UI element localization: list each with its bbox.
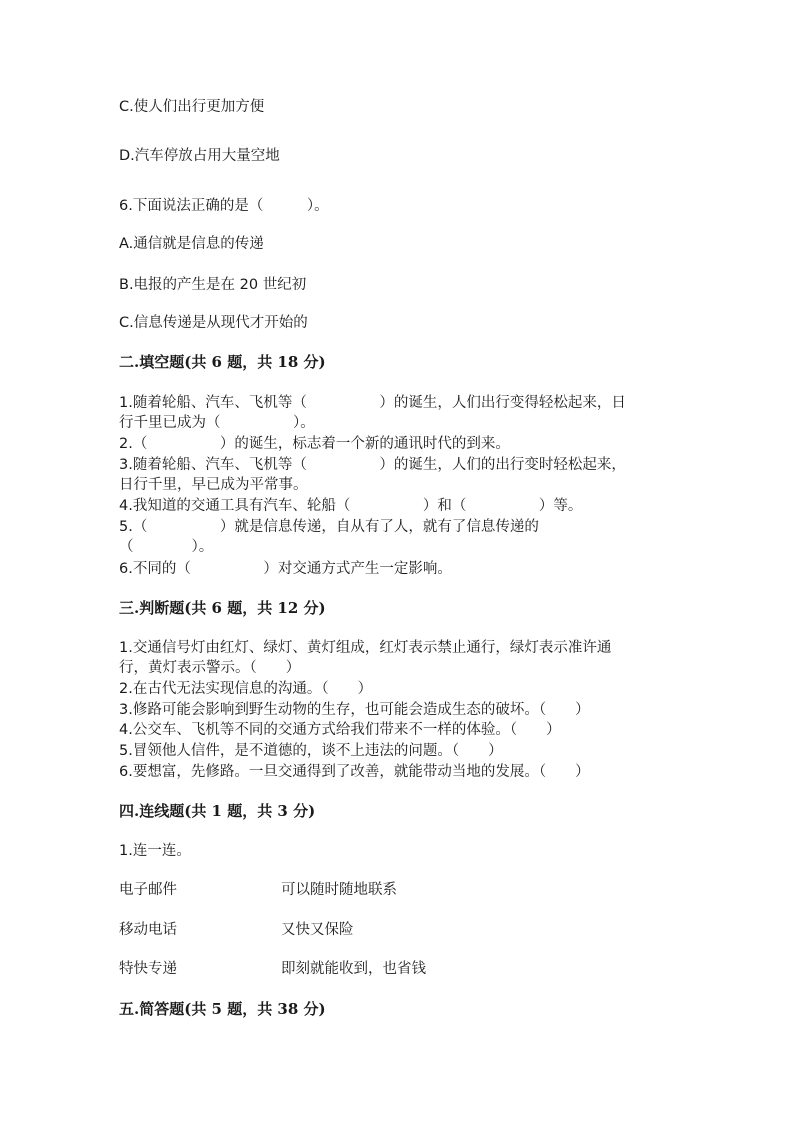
fill-q1-line1: 1.随着轮船、汽车、飞机等（ ）的诞生，人们出行变得轻松起来，日 [119,395,626,411]
tf-q1-line2: 行，黄灯表示警示。（ ） [119,660,301,676]
fill-q1-line2: 行千里已成为（ ）。 [119,415,315,431]
section-heading-fill-blank: 二.填空题(共 6 题，共 18 分) [119,353,326,371]
matching-left-item: 移动电话 [119,922,177,938]
fill-q3-line1: 3.随着轮船、汽车、飞机等（ ）的诞生，人们的出行变时轻松起来， [119,457,626,473]
fill-q5-line2: （ ）。 [119,539,214,555]
q6-stem: 6.下面说法正确的是（ ）。 [119,198,329,214]
tf-q3: 3.修路可能会影响到野生动物的生存，也可能会造成生态的破坏。（ ） [119,702,590,718]
matching-left-item: 特快专递 [119,961,177,977]
fill-q2: 2.（ ）的诞生，标志着一个新的通讯时代的到来。 [119,436,510,452]
q6-option-a: A.通信就是信息的传递 [119,236,264,252]
matching-q1-stem: 1.连一连。 [119,843,191,859]
tf-q2: 2.在古代无法实现信息的沟通。（ ） [119,681,373,697]
fill-q6: 6.不同的（ ）对交通方式产生一定影响。 [119,561,452,577]
q5-option-c: C.使人们出行更加方便 [119,99,265,115]
matching-right-item: 即刻就能收到，也省钱 [281,961,426,977]
section-heading-short-answer: 五.简答题(共 5 题，共 38 分) [119,1000,326,1018]
fill-q3-line2: 日行千里，早已成为平常事。 [119,477,308,493]
q5-option-d: D.汽车停放占用大量空地 [119,148,280,164]
matching-right-item: 可以随时随地联系 [281,882,397,898]
tf-q6: 6.要想富，先修路。一旦交通得到了改善，就能带动当地的发展。（ ） [119,764,590,780]
fill-q4: 4.我知道的交通工具有汽车、轮船（ ）和（ ）等。 [119,498,583,514]
tf-q1-line1: 1.交通信号灯由红灯、绿灯、黄灯组成，红灯表示禁止通行，绿灯表示准许通 [119,640,612,656]
q6-option-c: C.信息传递是从现代才开始的 [119,315,308,331]
matching-right-item: 又快又保险 [281,922,354,938]
q6-option-b: B.电报的产生是在 20 世纪初 [119,277,307,293]
section-heading-matching: 四.连线题(共 1 题，共 3 分) [119,802,316,820]
matching-left-item: 电子邮件 [119,882,177,898]
section-heading-true-false: 三.判断题(共 6 题，共 12 分) [119,599,326,617]
tf-q4: 4.公交车、飞机等不同的交通方式给我们带来不一样的体验。（ ） [119,722,561,738]
tf-q5: 5.冒领他人信件，是不道德的，谈不上违法的问题。（ ） [119,743,503,759]
fill-q5-line1: 5.（ ）就是信息传递，自从有了人，就有了信息传递的 [119,519,539,535]
